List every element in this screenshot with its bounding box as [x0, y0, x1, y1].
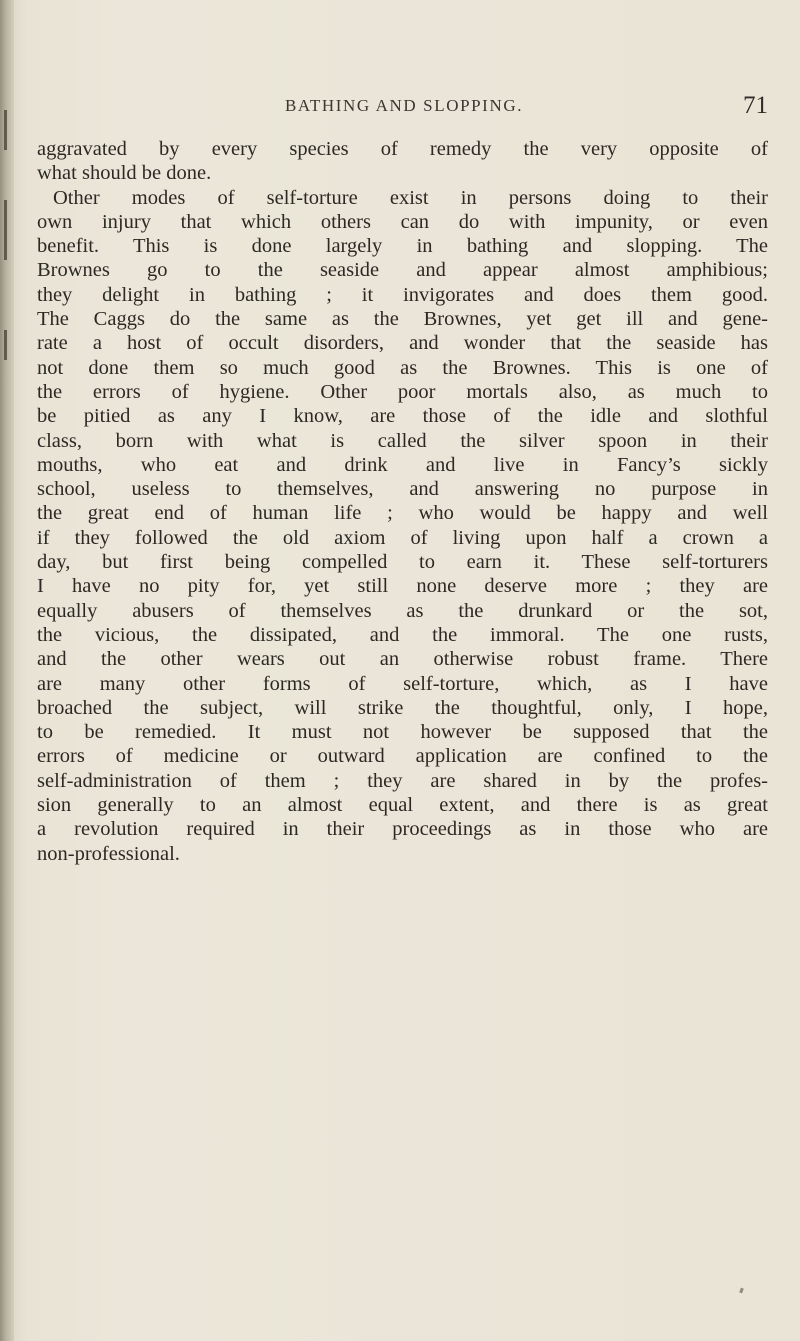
text-line: be pitied as any I know, are those of the idle and slothful [37, 405, 768, 428]
binding-mark [4, 330, 7, 360]
text-line: to be remedied. It must not however be supposed that the [37, 721, 768, 744]
running-head: BATHING AND SLOPPING. [284, 96, 524, 115]
text-line: self-administration of them ; they are shared in by the profes- [37, 769, 768, 792]
body-text [37, 137, 768, 866]
text-line: if they followed the old axiom of living upon half a crown a [37, 526, 768, 549]
text-line: own injury that which others can do with impunity, or even [37, 210, 768, 233]
text-line: day, but first being compelled to earn it. These self-torturers [37, 551, 768, 574]
text-line: are many other forms of self-torture, which, as I have [37, 672, 768, 695]
page-header [40, 92, 768, 120]
binding-mark [4, 110, 7, 150]
text-line: I have no pity for, yet still none deserve more ; they are [37, 575, 768, 598]
text-line: school, useless to themselves, and answering no purpose in [37, 478, 768, 501]
text-line: class, born with what is called the silver spoon in their [37, 429, 768, 452]
text-line: the great end of human life ; who would be happy and well [37, 502, 768, 525]
text-line: what should be done. [37, 162, 212, 185]
text-line: benefit. This is done largely in bathing and slopping. The [37, 235, 768, 258]
text-line: mouths, who eat and drink and live in Fancy’s sickly [37, 453, 768, 476]
text-line: Brownes go to the seaside and appear almost amphibious; [37, 259, 768, 282]
page-number: 71 [743, 92, 768, 119]
text-line: rate a host of occult disorders, and wonder that the seaside has [37, 332, 768, 355]
text-line: and the other wears out an otherwise robust frame. There [37, 648, 768, 671]
binding-mark [4, 200, 7, 260]
text-line: a revolution required in their proceedings as in those who are [37, 818, 768, 841]
binding-edge [0, 0, 14, 1341]
paper-speck [739, 1288, 744, 1294]
text-line: aggravated by every species of remedy the very opposite of [37, 138, 768, 160]
text-line: they delight in bathing ; it invigorates and does them good. [37, 283, 768, 306]
text-line: Other modes of self-torture exist in persons doing to their [53, 186, 768, 209]
text-line: the errors of hygiene. Other poor mortals also, as much to [37, 380, 768, 403]
text-line: the vicious, the dissipated, and the immoral. The one rusts, [37, 623, 768, 646]
text-line: errors of medicine or outward application are confined to the [37, 745, 768, 768]
text-line: broached the subject, will strike the thoughtful, only, I hope, [37, 696, 768, 719]
text-line: sion generally to an almost equal extent, and there is as great [37, 794, 768, 817]
text-line: non-professional. [37, 842, 180, 865]
text-line: The Caggs do the same as the Brownes, yet get ill and gene- [37, 308, 768, 331]
text-line: not done them so much good as the Brownes. This is one of [37, 356, 768, 379]
text-line: equally abusers of themselves as the drunkard or the sot, [37, 599, 768, 622]
